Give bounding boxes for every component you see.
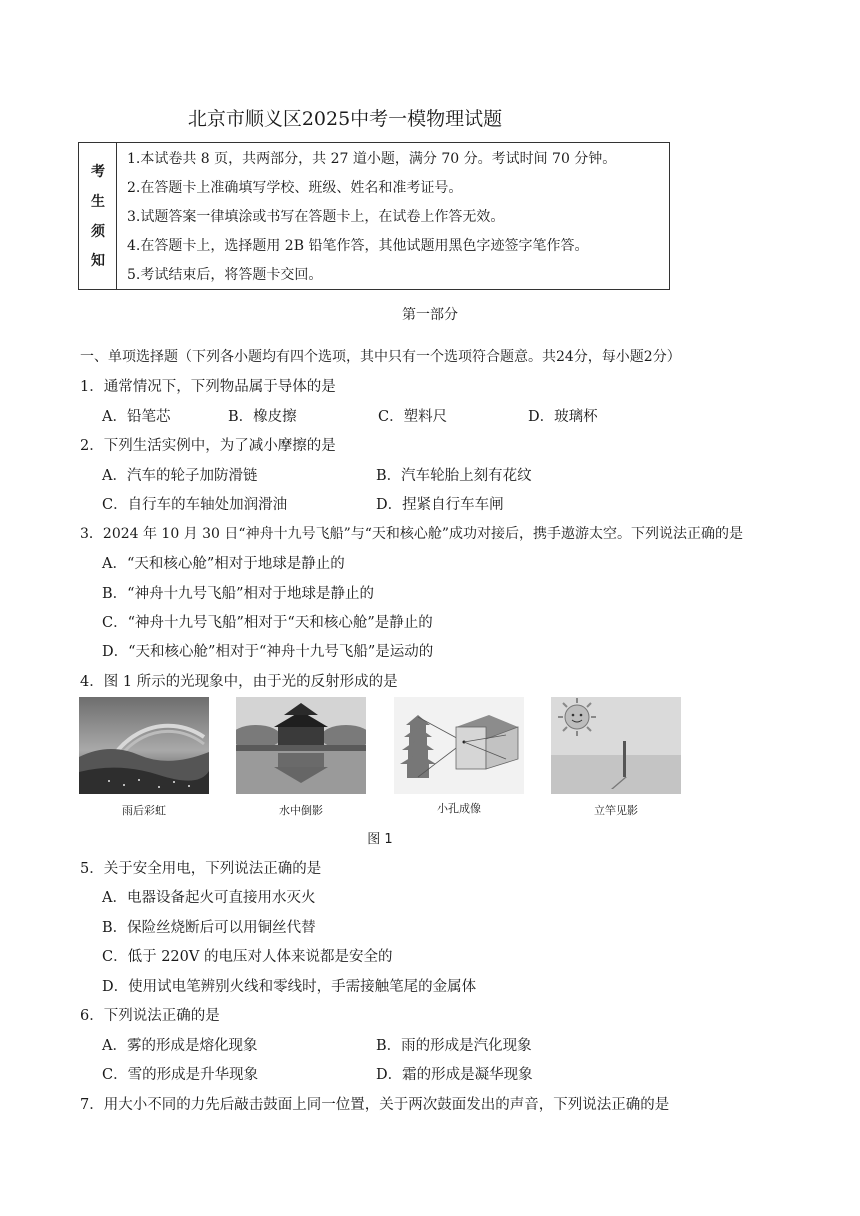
notice-line: 2.在答题卡上准确填写学校、班级、姓名和准考证号。	[127, 180, 463, 196]
option: D．霜的形成是凝华现象	[376, 1067, 533, 1083]
figure-label: 图 1	[367, 832, 393, 847]
figure-caption: 小孔成像	[437, 802, 481, 815]
reflection-photo	[236, 697, 366, 794]
option: B．保险丝烧断后可以用铜丝代替	[102, 920, 316, 936]
pole-shadow-diagram	[551, 697, 681, 794]
figure-caption: 雨后彩虹	[122, 804, 166, 817]
notice-line: 3.试题答案一律填涂或书写在答题卡上，在试卷上作答无效。	[127, 209, 505, 225]
notice-line: 1.本试卷共 8 页，共两部分，共 27 道小题，满分 70 分。考试时间 70 分钟。	[127, 151, 617, 167]
section-heading: 一、单项选择题（下列各小题均有四个选项，其中只有一个选项符合题意。共24分，每小题2分）	[80, 349, 681, 365]
notice-side-char: 生	[91, 194, 105, 210]
figure-caption: 立竿见影	[594, 804, 638, 817]
part-title: 第一部分	[402, 307, 458, 323]
figure-caption: 水中倒影	[279, 804, 323, 817]
question-stem: 2．下列生活实例中，为了减小摩擦的是	[80, 438, 336, 454]
option: B．雨的形成是汽化现象	[376, 1038, 532, 1054]
question-stem: 1．通常情况下，下列物品属于导体的是	[80, 379, 336, 395]
option: D．玻璃杯	[528, 409, 598, 425]
notice-side-char: 知	[91, 253, 105, 269]
notice-side-label	[79, 143, 117, 289]
exam-notice-box	[78, 142, 670, 290]
question-stem: 5．关于安全用电，下列说法正确的是	[80, 861, 322, 877]
option: A．铅笔芯	[102, 409, 171, 425]
notice-line: 5.考试结束后，将答题卡交回。	[127, 267, 323, 283]
option: B．“神舟十九号飞船”相对于地球是静止的	[102, 586, 374, 602]
option: B．汽车轮胎上刻有花纹	[376, 468, 532, 484]
option: A．电器设备起火可直接用水灭火	[102, 890, 316, 906]
option: D．捏紧自行车车闸	[376, 497, 504, 513]
page-title: 北京市顺义区2025中考一模物理试题	[187, 108, 503, 130]
option: C．低于 220V 的电压对人体来说都是安全的	[102, 949, 393, 965]
question-stem: 3．2024 年 10 月 30 日“神舟十九号飞船”与“天和核心舱”成功对接后，携手遨游太空。下列说法正确的是	[80, 526, 744, 542]
option: C．雪的形成是升华现象	[102, 1067, 259, 1083]
option: A．汽车的轮子加防滑链	[102, 468, 258, 484]
option: A．“天和核心舱”相对于地球是静止的	[102, 556, 345, 572]
question-stem: 7．用大小不同的力先后敲击鼓面上同一位置，关于两次鼓面发出的声音，下列说法正确的是	[80, 1097, 670, 1113]
option: C．自行车的车轴处加润滑油	[102, 497, 288, 513]
pinhole-diagram	[394, 697, 524, 794]
option: D．“天和核心舱”相对于“神舟十九号飞船”是运动的	[102, 644, 434, 660]
question-stem: 6．下列说法正确的是	[80, 1008, 220, 1024]
rainbow-photo	[79, 697, 209, 794]
notice-side-char: 考	[91, 164, 105, 180]
option: A．雾的形成是熔化现象	[102, 1038, 258, 1054]
option: C．“神舟十九号飞船”相对于“天和核心舱”是静止的	[102, 615, 433, 631]
option: D．使用试电笔辨别火线和零线时，手需接触笔尾的金属体	[102, 979, 477, 995]
option: C．塑料尺	[378, 409, 448, 425]
notice-line: 4.在答题卡上，选择题用 2B 铅笔作答，其他试题用黑色字迹签字笔作答。	[127, 238, 589, 254]
question-stem: 4．图 1 所示的光现象中，由于光的反射形成的是	[80, 674, 398, 690]
option: B．橡皮擦	[228, 409, 297, 425]
notice-side-char: 须	[91, 224, 105, 240]
